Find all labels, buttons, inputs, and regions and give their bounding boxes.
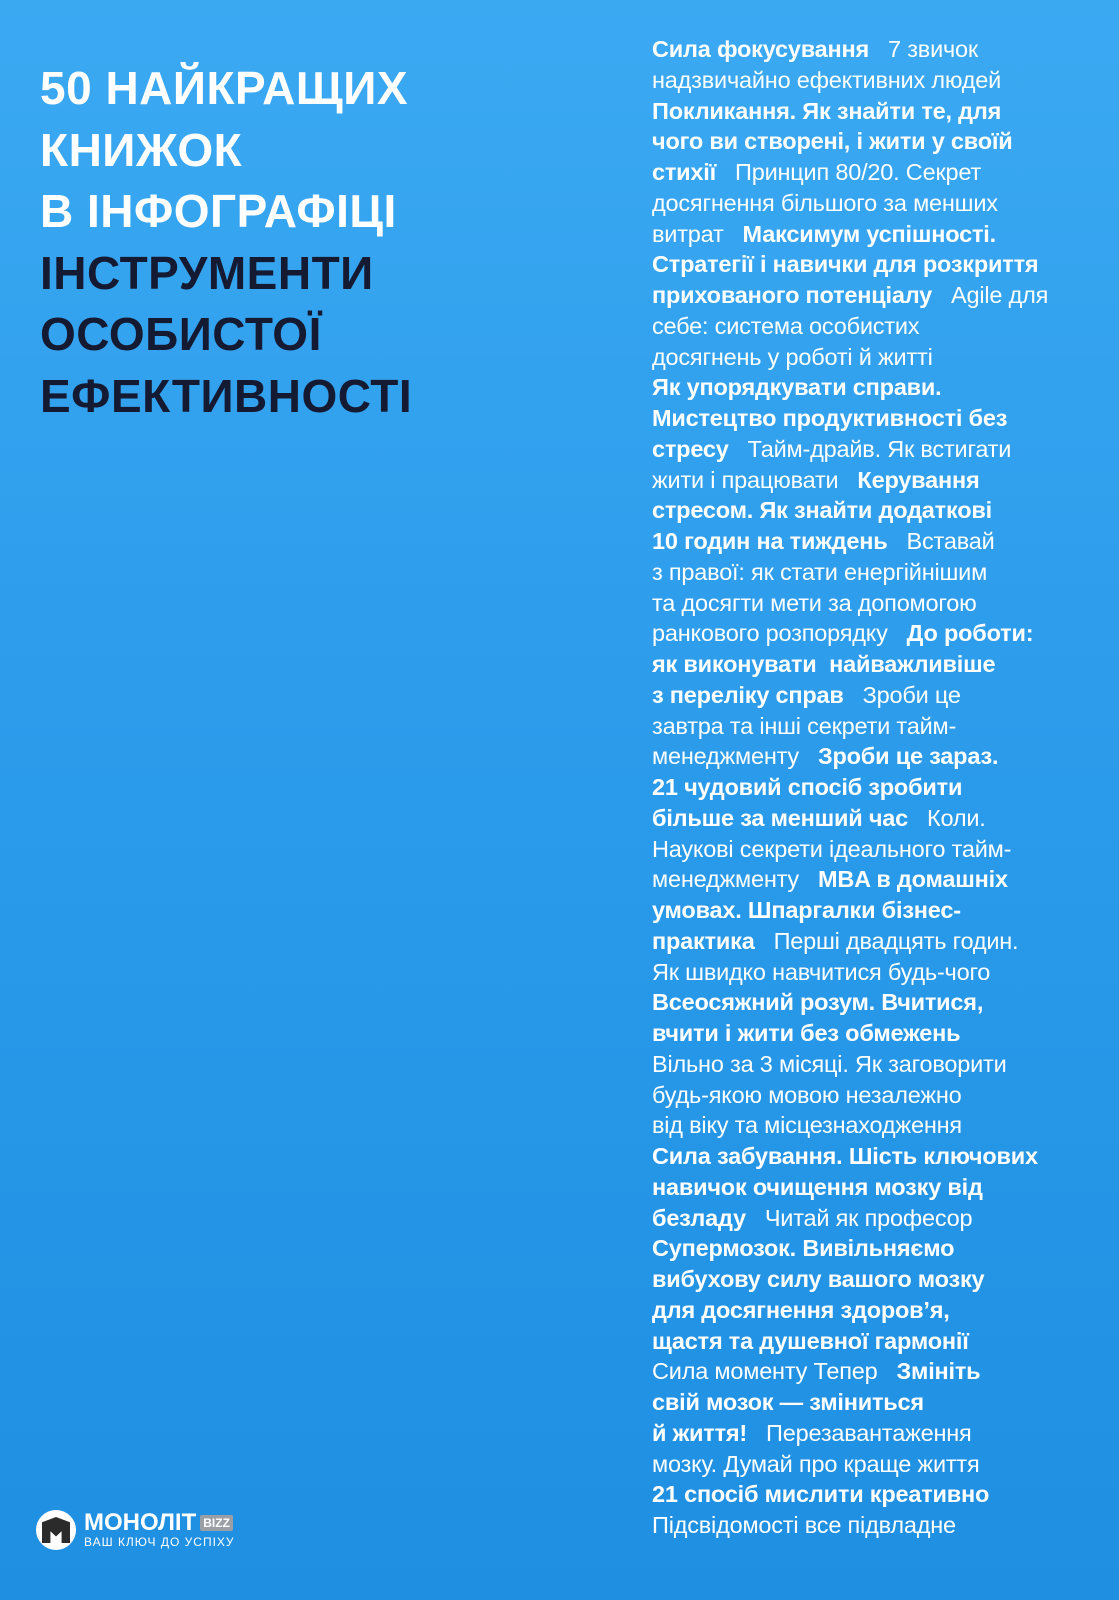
book-title-text: Керування <box>838 466 980 493</box>
list-line <box>652 219 1048 250</box>
book-title-text-regular: Вільно за 3 місяці. Як заговорити <box>652 1050 1007 1077</box>
book-title-text-regular: жити і працювати <box>652 466 839 493</box>
book-title-text-regular: завтра та інші секрети тайм- <box>652 712 957 739</box>
list-line <box>652 96 1048 127</box>
book-title-text: До роботи: <box>887 620 1034 647</box>
book-title-text: свій мозок — зміниться <box>652 1389 924 1415</box>
book-title-text-regular: менеджменту <box>652 866 799 893</box>
list-line <box>652 249 1048 280</box>
list-line <box>652 342 1048 373</box>
list-line <box>652 803 1048 834</box>
book-title-text: Всеосяжний розум. Вчитися, <box>652 989 984 1016</box>
book-title-text-regular: Принцип 80/20. Секрет <box>716 159 982 185</box>
list-line <box>652 465 1048 496</box>
book-title-text: 21 спосіб мислити креативно <box>652 1481 990 1508</box>
list-line <box>652 188 1048 219</box>
list-line <box>652 1356 1048 1387</box>
book-title-text-regular: 7 звичок <box>869 36 979 62</box>
list-line <box>652 834 1048 865</box>
book-title-text: Як упорядкувати справи. <box>652 374 942 401</box>
book-title-text: як виконувати найважливіше <box>652 651 996 677</box>
list-line <box>652 1203 1048 1234</box>
book-title-text: для досягнення здоров’я, <box>652 1296 950 1323</box>
book-title-text: стихії <box>652 159 717 185</box>
book-title-text: й життя! <box>652 1419 748 1446</box>
list-line <box>652 157 1048 188</box>
book-title-text-regular: надзвичайно ефективних людей <box>652 66 1002 93</box>
book-title-text: вибухову силу вашого мозку <box>652 1266 985 1292</box>
book-title-text: Стратегії і навички для розкриття <box>652 251 1039 278</box>
book-title-text: щастя та душевної гармонії <box>652 1327 969 1354</box>
book-title-text: Мистецтво продуктивності без <box>652 405 1008 431</box>
list-line <box>652 495 1048 526</box>
book-title-text: з переліку справ <box>652 681 844 708</box>
list-line <box>652 864 1048 895</box>
book-title-text-regular: Тайм-драйв. Як встигати <box>728 435 1012 462</box>
book-title-text: стресом. Як знайти додаткові <box>652 497 992 524</box>
publisher-slogan: ВАШ КЛЮЧ ДО УСПІХУ <box>84 1535 235 1549</box>
book-title-text: навичок очищення мозку від <box>652 1173 983 1200</box>
list-line <box>652 372 1048 403</box>
list-line <box>652 772 1048 803</box>
book-title <box>40 58 412 427</box>
list-line <box>652 957 1048 988</box>
list-line <box>652 526 1048 557</box>
book-title-text-regular: Перші двадцять годин. <box>754 927 1019 954</box>
list-line <box>652 711 1048 742</box>
book-title-text-regular: Зроби це <box>843 681 961 708</box>
book-title-text-regular: витрат <box>652 220 724 247</box>
list-line <box>652 618 1048 649</box>
publisher-name: МОНОЛІТ <box>84 1509 197 1536</box>
list-line <box>652 1479 1048 1510</box>
list-line <box>652 1449 1048 1480</box>
list-line <box>652 1018 1048 1049</box>
book-title-text: практика <box>652 927 755 954</box>
publisher-logo <box>36 1510 235 1550</box>
book-title-text: 21 чудовий спосіб зробити <box>652 774 963 800</box>
list-line <box>652 1387 1048 1418</box>
subtitle-line: ОСОБИСТОЇ <box>40 308 322 360</box>
book-title-text-regular: ранкового розпорядку <box>652 620 888 647</box>
book-list <box>652 34 1048 1541</box>
book-title-text-regular: Читай як професор <box>745 1204 973 1231</box>
list-line <box>652 741 1048 772</box>
list-line <box>652 1049 1048 1080</box>
book-title-text: Максимум успішності. <box>723 220 996 247</box>
book-title-text-regular: Наукові секрети ідеального тайм- <box>652 835 1012 862</box>
list-line <box>652 403 1048 434</box>
book-title-text-regular: від віку та місцезнаходження <box>652 1112 962 1139</box>
book-title-text-regular: досягнень у роботі й житті <box>652 343 933 370</box>
book-title-text-regular: Вставай <box>887 528 995 554</box>
book-title-text: Покликання. Як знайти те, для <box>652 97 1002 124</box>
book-title-text-regular: Коли. <box>908 804 986 831</box>
book-title-text-regular: та досягти мети за допомогою <box>652 589 977 616</box>
book-title-text: Змініть <box>877 1358 981 1385</box>
book-title-text-regular: мозку. Думай про краще життя <box>652 1450 980 1477</box>
list-line <box>652 895 1048 926</box>
list-line <box>652 34 1048 65</box>
book-title-text: безладу <box>652 1204 746 1231</box>
list-line <box>652 680 1048 711</box>
title-line: КНИЖОК <box>40 123 243 176</box>
book-title-text: чого ви створені, і жити у своїй <box>652 128 1013 155</box>
list-line <box>652 1510 1048 1541</box>
monolit-logo-icon <box>36 1510 76 1550</box>
book-title-text: умовах. Шпаргалки бізнес- <box>652 897 961 923</box>
subtitle-line: ІНСТРУМЕНТИ <box>40 246 374 299</box>
book-title-text: MBA в домашніх <box>798 866 1008 893</box>
title-line: 50 НАЙКРАЩИХ <box>40 62 409 114</box>
list-line <box>652 1110 1048 1141</box>
list-line <box>652 1080 1048 1111</box>
list-line <box>652 1233 1048 1264</box>
book-title-text-regular: з правої: як стати енергійнішим <box>652 558 988 585</box>
list-line <box>652 280 1048 311</box>
list-line <box>652 649 1048 680</box>
list-line <box>652 434 1048 465</box>
book-title-text-regular: менеджменту <box>652 743 799 770</box>
list-line <box>652 987 1048 1018</box>
book-title-text: Супермозок. Вивільняємо <box>652 1235 955 1262</box>
title-line: В ІНФОГРАФІЦІ <box>40 185 397 237</box>
list-line <box>652 557 1048 588</box>
subtitle-line: ЕФЕКТИВНОСТІ <box>40 369 413 422</box>
book-title-text-regular: Agile для <box>932 282 1049 308</box>
book-title-text: Сила забування. Шість ключових <box>652 1143 1038 1169</box>
list-line <box>652 1172 1048 1203</box>
book-title-text-regular: Перезавантаження <box>747 1419 972 1446</box>
book-title-text: більше за менший час <box>652 804 909 831</box>
list-line <box>652 1418 1048 1449</box>
list-line <box>652 126 1048 157</box>
list-line <box>652 1326 1048 1357</box>
book-title-text: прихованого потенціалу <box>652 282 933 308</box>
book-title-text: Зроби це зараз. <box>798 743 999 770</box>
list-line <box>652 926 1048 957</box>
book-title-text: вчити і жити без обмежень <box>652 1020 961 1046</box>
list-line <box>652 311 1048 342</box>
book-title-text-regular: досягнення більшого за менших <box>652 189 998 216</box>
book-title-text-regular: Сила моменту Тепер <box>652 1358 878 1385</box>
book-title-text: Сила фокусування <box>652 36 870 62</box>
list-line <box>652 65 1048 96</box>
book-title-text-regular: Як швидко навчитися будь-чого <box>652 958 991 985</box>
list-line <box>652 588 1048 619</box>
book-title-text: 10 годин на тиждень <box>652 528 888 554</box>
book-title-text-regular: Підсвідомості все підвладне <box>652 1512 956 1538</box>
list-line <box>652 1295 1048 1326</box>
book-title-text-regular: будь-якою мовою незалежно <box>652 1081 962 1108</box>
book-title-text: стресу <box>652 435 729 462</box>
publisher-badge: BIZZ <box>200 1515 233 1531</box>
list-line <box>652 1264 1048 1295</box>
book-title-text-regular: себе: система особистих <box>652 312 920 339</box>
list-line <box>652 1141 1048 1172</box>
